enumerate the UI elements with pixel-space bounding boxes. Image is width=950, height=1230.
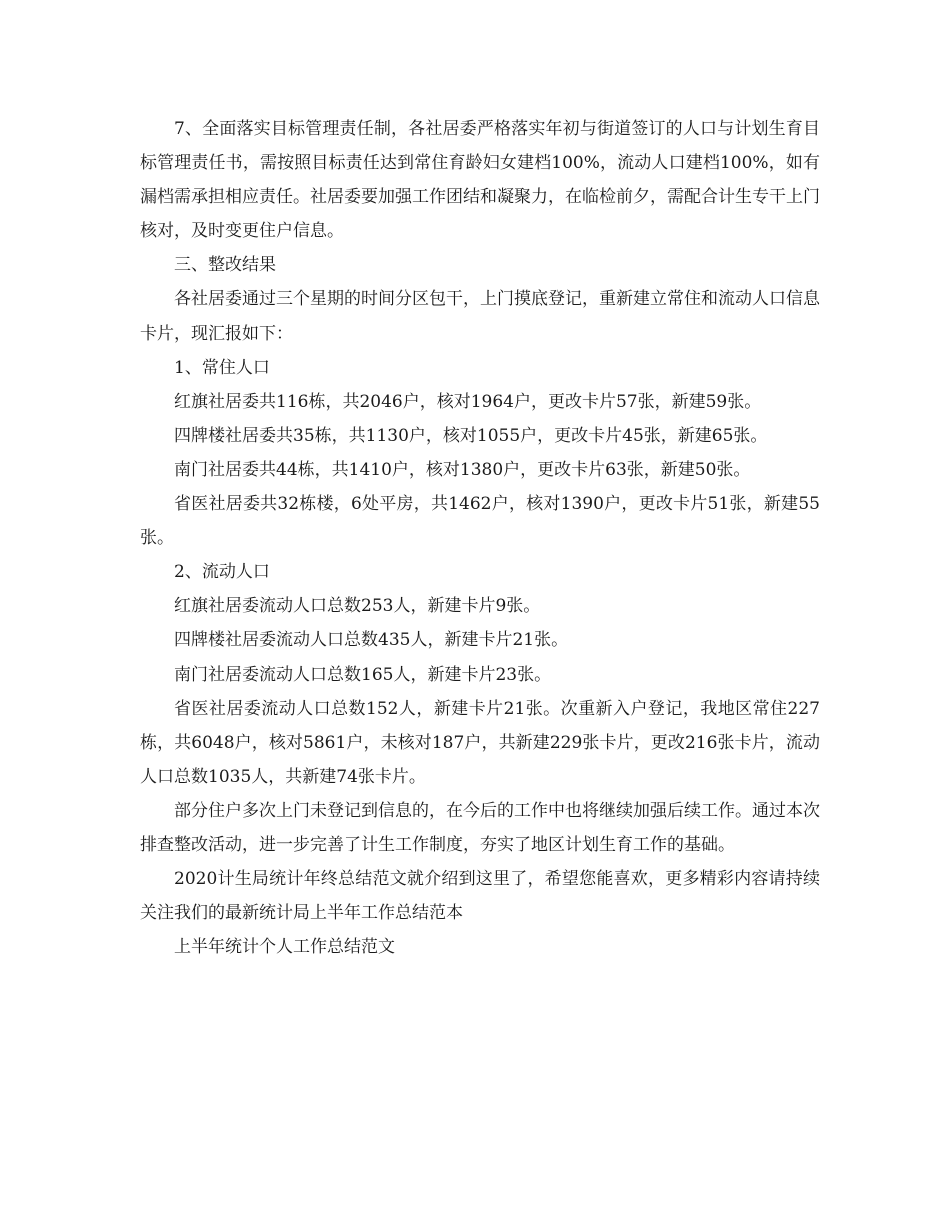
paragraph-results-intro: 各社居委通过三个星期的时间分区包干，上门摸底登记，重新建立常住和流动人口信息卡片，现汇报如下：: [140, 289, 820, 344]
document-body: [140, 112, 820, 964]
heading-resident-population: 1、常住人口: [174, 357, 270, 378]
paragraph-target-responsibility: 7、全面落实目标管理责任制，各社居委严格落实年初与街道签订的人口与计划生育目标管理责任书，需按照目标责任达到常住育龄妇女建档100%，流动人口建档100%，如有漏档需承担相应责任。社居委要加强工作团结和凝聚力，在临检前夕，需配合计生专干上门核对，及时变更住户信息。: [140, 119, 820, 242]
paragraph-shengyi-floating-summary: 省医社居委流动人口总数152人，新建卡片21张。次重新入户登记，我地区常住227栋，共6048户，核对5861户，未核对187户，共新建229张卡片，更改216张卡片，流动人口总数1035人，共新建74张卡片。: [140, 698, 820, 787]
paragraph-sipailou-resident: 四牌楼社居委共35栋，共1130户，核对1055户，更改卡片45张，新建65张。: [174, 425, 768, 446]
paragraph-nanmen-floating: 南门社居委流动人口总数165人，新建卡片23张。: [174, 664, 552, 685]
paragraph-closing-note: 2020计生局统计年终总结范文就介绍到这里了，希望您能喜欢，更多精彩内容请持续关注我们的最新统计局上半年工作总结范本: [140, 869, 820, 924]
paragraph-hongqi-floating: 红旗社居委流动人口总数253人，新建卡片9张。: [174, 596, 541, 617]
heading-floating-population: 2、流动人口: [174, 562, 270, 583]
paragraph-followup-work: 部分住户多次上门未登记到信息的，在今后的工作中也将继续加强后续工作。通过本次排查整改活动，进一步完善了计生工作制度，夯实了地区计划生育工作的基础。: [140, 800, 820, 855]
paragraph-hongqi-resident: 红旗社居委共116栋，共2046户，核对1964户，更改卡片57张，新建59张。: [174, 391, 762, 412]
heading-rectification-results: 三、整改结果: [174, 255, 276, 276]
paragraph-shengyi-resident: 省医社居委共32栋楼，6处平房，共1462户，核对1390户，更改卡片51张，新建55张。: [140, 494, 820, 549]
paragraph-nanmen-resident: 南门社居委共44栋，共1410户，核对1380户，更改卡片63张，新建50张。: [174, 459, 751, 480]
paragraph-sipailou-floating: 四牌楼社居委流动人口总数435人，新建卡片21张。: [174, 630, 569, 651]
paragraph-related-title: 上半年统计个人工作总结范文: [174, 937, 395, 958]
